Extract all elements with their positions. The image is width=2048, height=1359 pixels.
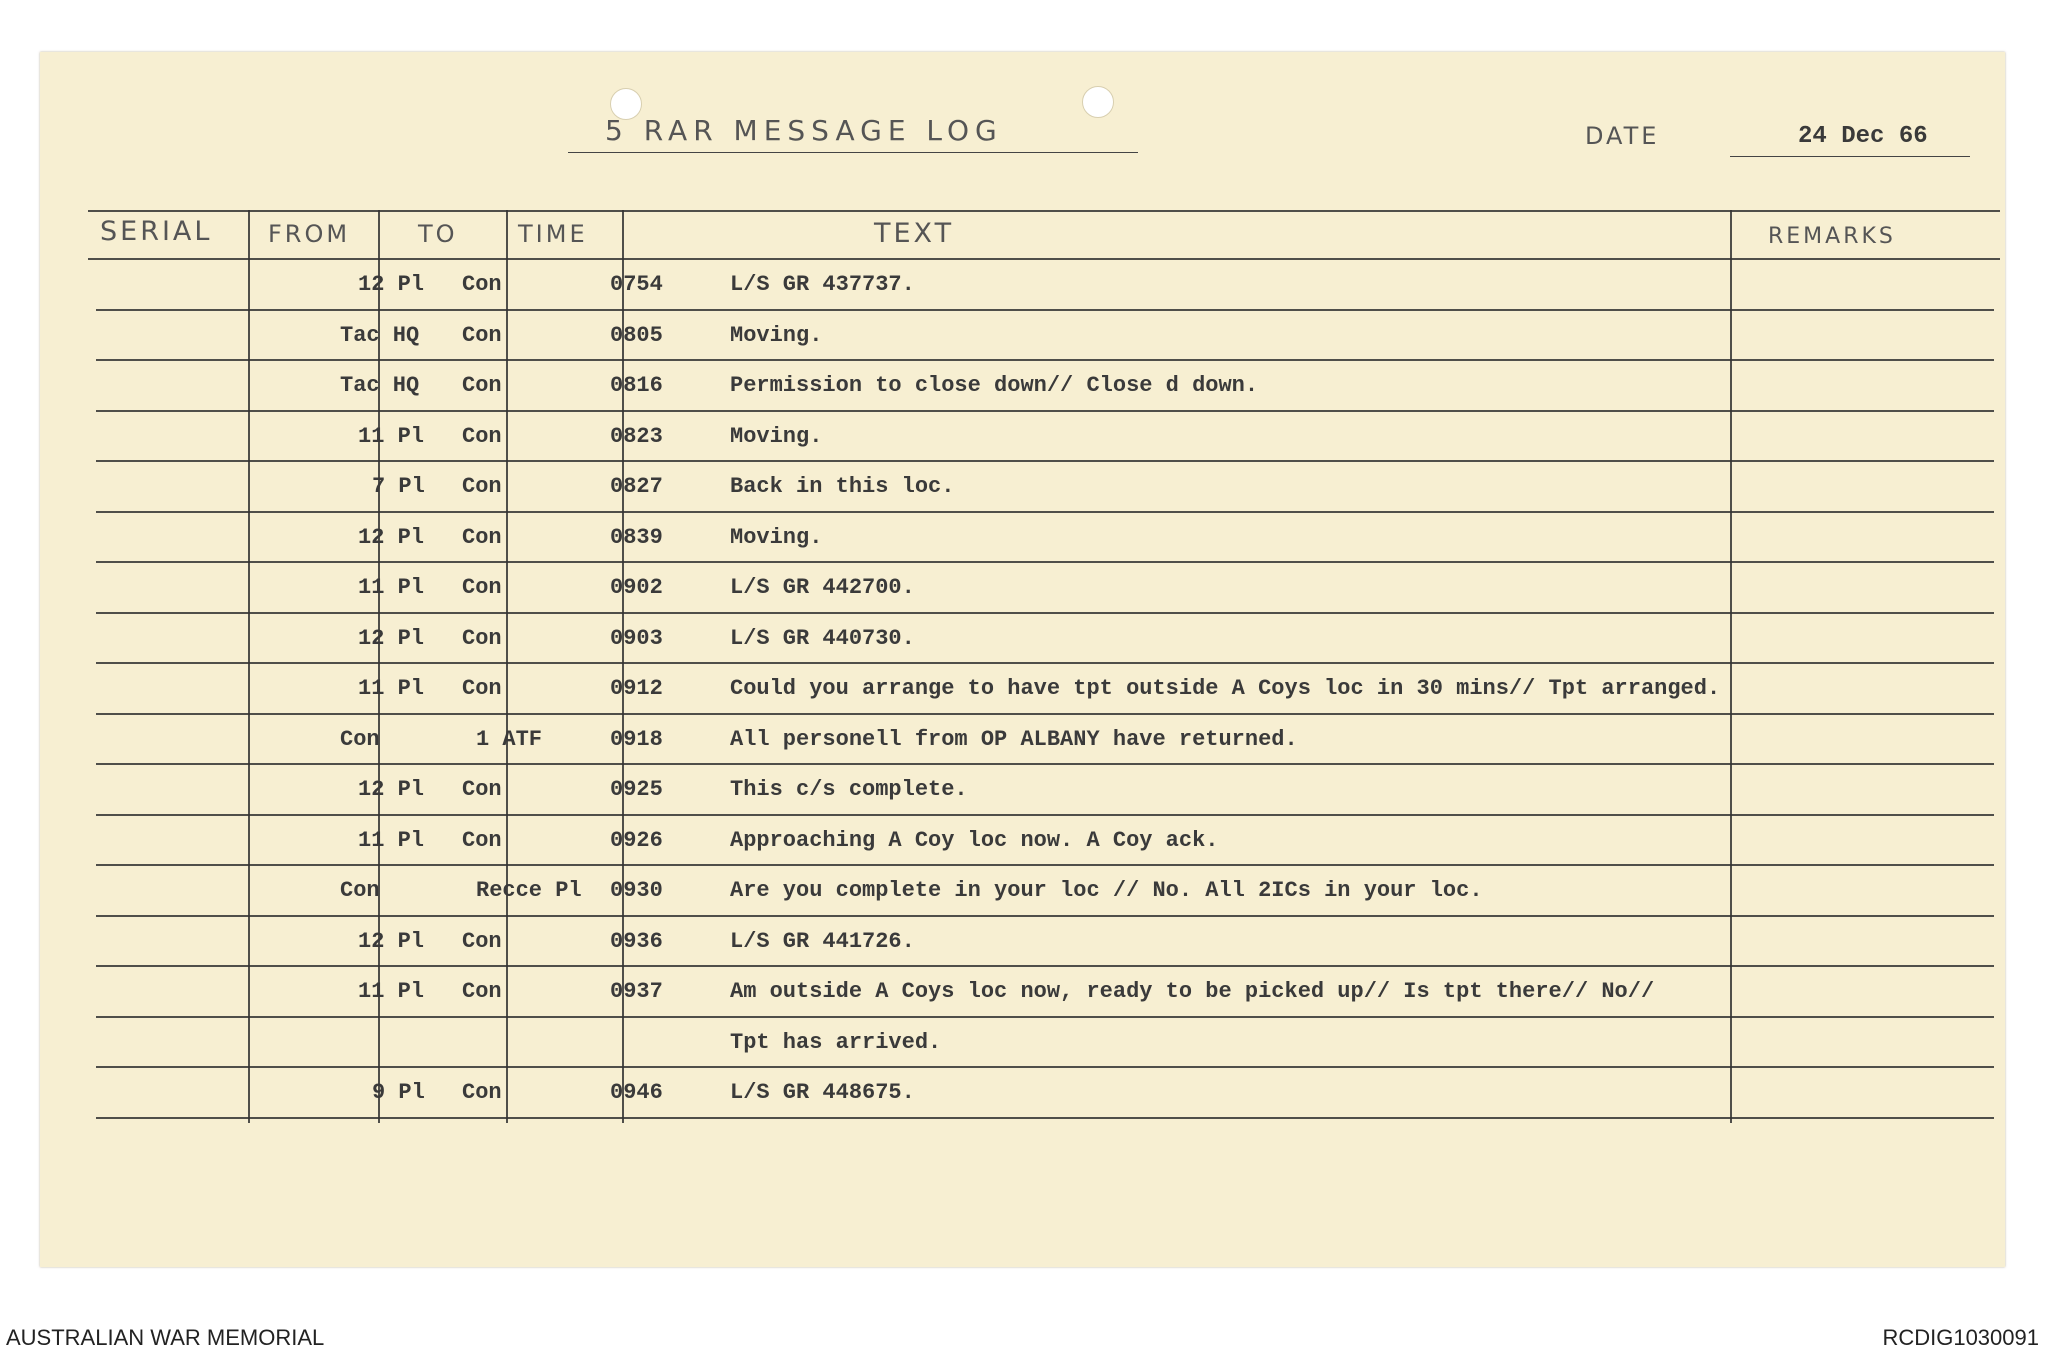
- row-time: 0946: [610, 1080, 663, 1105]
- row-to: Con: [462, 272, 502, 297]
- row-to: Con: [462, 1080, 502, 1105]
- rule-line: [96, 359, 1994, 361]
- row-time: 0827: [610, 474, 663, 499]
- column-header-time: TIME: [518, 220, 588, 248]
- row-from: Con: [340, 878, 380, 903]
- column-divider: [248, 210, 250, 1123]
- row-time: 0936: [610, 928, 663, 954]
- row-time: 0903: [610, 625, 663, 651]
- row-text: Permission to close down// Close d down.: [730, 373, 1259, 398]
- row-to: Recce Pl: [476, 878, 582, 903]
- row-time: 0754: [610, 272, 663, 297]
- row-time: 0930: [610, 878, 663, 903]
- row-time: 0926: [610, 827, 663, 853]
- rule-line: [96, 1016, 1994, 1018]
- log-title: 5 RAR MESSAGE LOG: [605, 114, 1003, 147]
- row-from: 12 Pl: [358, 777, 425, 802]
- row-from: 11 Pl: [358, 827, 425, 853]
- row-text: Am outside A Coys loc now, ready to be picked up// Is tpt there// No//: [730, 979, 1655, 1004]
- rule-line: [96, 561, 1994, 563]
- row-to: 1 ATF: [476, 726, 543, 752]
- row-from: 11 Pl: [358, 575, 425, 600]
- rule-line: [96, 864, 1994, 866]
- date-value: 24 Dec 66: [1798, 123, 1928, 150]
- row-text: L/S GR 440730.: [730, 625, 915, 651]
- row-to: Con: [462, 575, 502, 600]
- row-text: L/S GR 437737.: [730, 272, 915, 297]
- row-from: Con: [340, 726, 380, 752]
- row-text: Approaching A Coy loc now. A Coy ack.: [730, 827, 1219, 853]
- row-text: Moving.: [730, 524, 823, 550]
- row-to: Con: [462, 423, 502, 449]
- column-header-serial: SERIAL: [100, 216, 213, 247]
- row-text: Moving.: [730, 322, 823, 348]
- row-time: 0823: [610, 423, 663, 449]
- rule-line: [96, 713, 1994, 715]
- row-text: L/S GR 442700.: [730, 575, 915, 600]
- row-to: Con: [462, 827, 502, 853]
- row-to: Con: [462, 777, 502, 802]
- rule-line: [96, 410, 1994, 412]
- rule-line: [96, 1117, 1994, 1119]
- rule-line: [96, 763, 1994, 765]
- column-divider: [1730, 210, 1732, 1123]
- row-time: 0816: [610, 373, 663, 398]
- row-from: 9 Pl: [372, 1080, 425, 1105]
- row-from: 11 Pl: [358, 423, 425, 449]
- rule-line: [88, 258, 2000, 260]
- row-time: 0937: [610, 979, 663, 1004]
- column-header-remarks: REMARKS: [1768, 224, 1896, 249]
- rule-line: [96, 460, 1994, 462]
- row-time: 0902: [610, 575, 663, 600]
- row-text: Moving.: [730, 423, 823, 449]
- row-from: 11 Pl: [358, 979, 425, 1004]
- row-time: 0839: [610, 524, 663, 550]
- rule-line: [96, 662, 1994, 664]
- row-to: Con: [462, 474, 502, 499]
- row-text: Back in this loc.: [730, 474, 955, 499]
- row-from: Tac HQ: [340, 322, 420, 348]
- row-from: 12 Pl: [358, 928, 425, 954]
- rule-line: [96, 915, 1994, 917]
- column-header-from: FROM: [268, 220, 351, 248]
- rule-line: [96, 965, 1994, 967]
- row-text: All personell from OP ALBANY have returned.: [730, 726, 1298, 752]
- message-log-sheet: [40, 52, 2005, 1267]
- archive-credit: AUSTRALIAN WAR MEMORIAL: [6, 1325, 325, 1350]
- row-text: Tpt has arrived.: [730, 1029, 942, 1055]
- row-text: L/S GR 448675.: [730, 1080, 915, 1105]
- row-from: 12 Pl: [358, 272, 425, 297]
- row-text: L/S GR 441726.: [730, 928, 915, 954]
- row-from: Tac HQ: [340, 373, 420, 398]
- row-to: Con: [462, 676, 502, 701]
- row-to: Con: [462, 979, 502, 1004]
- row-text: Are you complete in your loc // No. All 2ICs in your loc.: [730, 878, 1483, 903]
- rule-line: [96, 1066, 1994, 1068]
- row-time: 0805: [610, 322, 663, 348]
- row-from: 12 Pl: [358, 625, 425, 651]
- column-header-to: TO: [418, 220, 458, 248]
- punch-hole: [1082, 86, 1114, 118]
- row-from: 12 Pl: [358, 524, 425, 550]
- row-time: 0918: [610, 726, 663, 752]
- row-text: Could you arrange to have tpt outside A Coys loc in 30 mins// Tpt arranged.: [730, 676, 1721, 701]
- column-divider: [506, 210, 508, 1123]
- rule-line: [96, 612, 1994, 614]
- date-label: DATE: [1585, 122, 1660, 150]
- row-to: Con: [462, 524, 502, 550]
- rule-line: [88, 210, 2000, 212]
- row-to: Con: [462, 928, 502, 954]
- row-time: 0912: [610, 676, 663, 701]
- rule-line: [96, 511, 1994, 513]
- row-to: Con: [462, 322, 502, 348]
- row-from: 11 Pl: [358, 676, 425, 701]
- row-to: Con: [462, 625, 502, 651]
- row-text: This c/s complete.: [730, 777, 968, 802]
- row-to: Con: [462, 373, 502, 398]
- rule-line: [96, 814, 1994, 816]
- column-header-text: TEXT: [874, 218, 955, 249]
- rule-line: [96, 309, 1994, 311]
- archive-id: RCDIG1030091: [1882, 1325, 2039, 1350]
- row-from: 7 Pl: [372, 474, 425, 499]
- row-time: 0925: [610, 777, 663, 802]
